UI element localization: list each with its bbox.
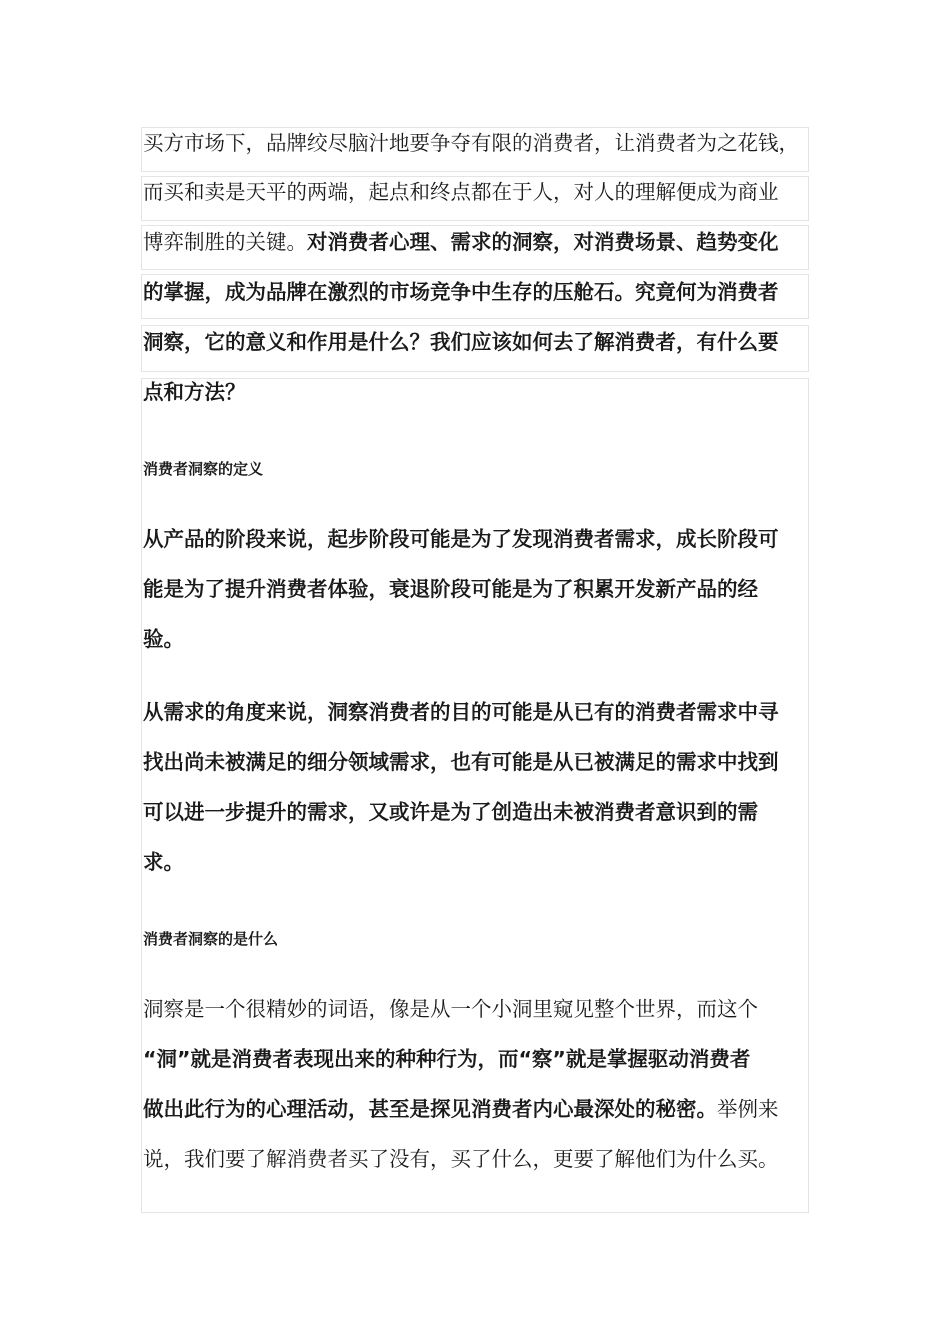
intro-line-3 [143, 227, 779, 257]
section-1-p1-line-1: 从产品的阶段来说，起步阶段可能是为了发现消费者需求，成长阶段可 [143, 527, 779, 551]
intro-line-6: 点和方法？ [143, 380, 246, 404]
intro-line-3-plain: 博弈制胜的关键。 [143, 230, 307, 254]
section-1-title: 消费者洞察的定义 [143, 460, 264, 478]
section-2-line-1: 洞察是一个很精妙的词语，像是从一个小洞里窥见整个世界，而这个 [143, 997, 758, 1021]
intro-line-1: 买方市场下，品牌绞尽脑汁地要争夺有限的消费者，让消费者为之花钱， [143, 131, 799, 155]
section-2-line-3-plain: 举例来 [717, 1097, 779, 1121]
section-1-p1-line-2: 能是为了提升消费者体验，衰退阶段可能是为了积累开发新产品的经 [143, 577, 758, 601]
section-2-line-3-bold: 做出此行为的心理活动，甚至是探见消费者内心最深处的秘密。 [143, 1097, 717, 1121]
section-1-p2-line-2: 找出尚未被满足的细分领域需求，也有可能是从已被满足的需求中找到 [143, 750, 779, 774]
section-1-p2-line-3: 可以进一步提升的需求，又或许是为了创造出未被消费者意识到的需 [143, 800, 758, 824]
section-2-line-3 [143, 1094, 779, 1124]
section-2-line-4: 说，我们要了解消费者买了没有，买了什么，更要了解他们为什么买。 [143, 1147, 779, 1171]
intro-line-3-bold: 对消费者心理、需求的洞察，对消费场景、趋势变化 [307, 230, 779, 254]
section-1-p1-line-3: 验。 [143, 627, 184, 651]
intro-line-4: 的掌握，成为品牌在激烈的市场竞争中生存的压舱石。究竟何为消费者 [143, 280, 779, 304]
section-2-line-2: “洞”就是消费者表现出来的种种行为，而“察”就是掌握驱动消费者 [143, 1047, 751, 1071]
intro-line-2: 而买和卖是天平的两端，起点和终点都在于人，对人的理解便成为商业 [143, 180, 779, 204]
section-1-p2-line-4: 求。 [143, 850, 184, 874]
intro-line-5: 洞察，它的意义和作用是什么？我们应该如何去了解消费者，有什么要 [143, 330, 779, 354]
table-cell-6 [141, 378, 809, 1213]
section-2-title: 消费者洞察的是什么 [143, 930, 279, 948]
section-1-p2-line-1: 从需求的角度来说，洞察消费者的目的可能是从已有的消费者需求中寻 [143, 700, 779, 724]
